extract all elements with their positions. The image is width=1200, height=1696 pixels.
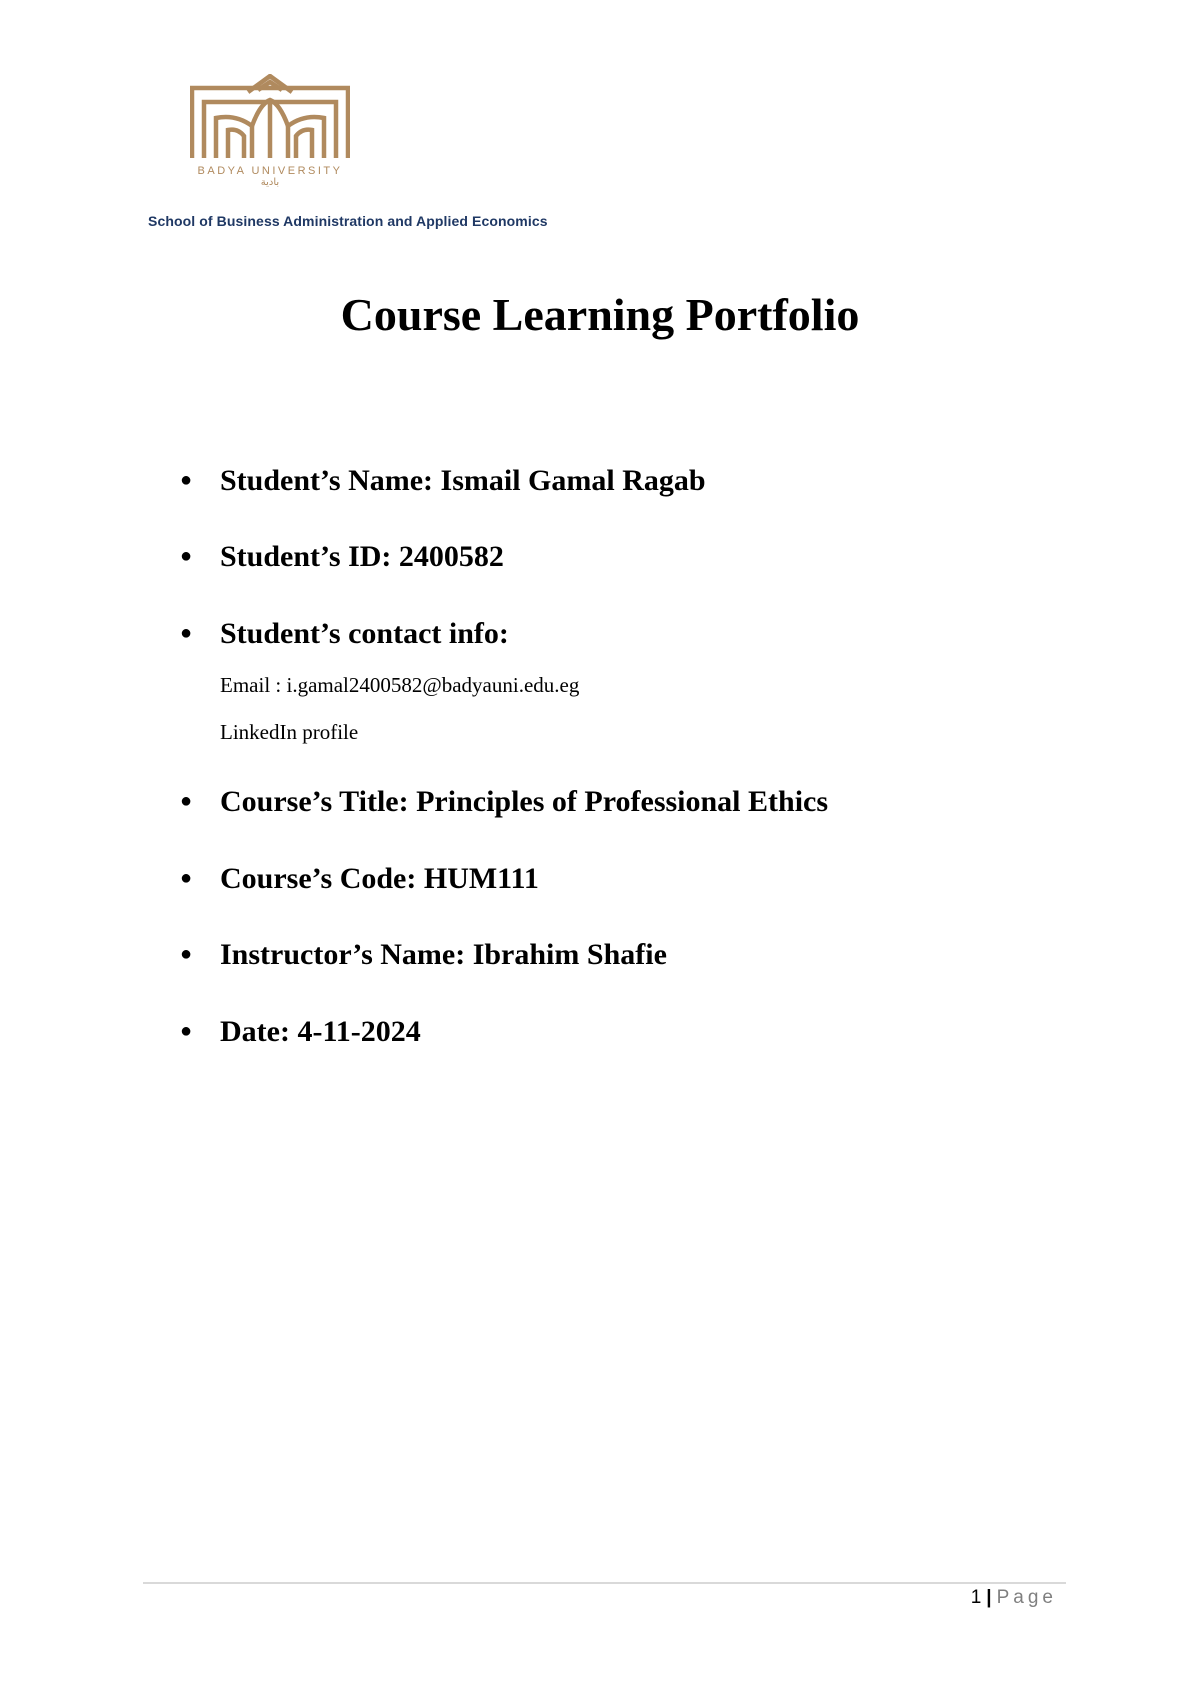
date: Date: 4-11-2024 xyxy=(220,1015,421,1048)
bullet-icon: ● xyxy=(180,544,193,567)
linkedin-profile-link[interactable]: LinkedIn profile xyxy=(220,720,359,744)
footer-divider xyxy=(143,1582,1066,1584)
student-contact-heading: Student’s contact info: xyxy=(220,617,509,650)
student-name: Student’s Name: Ismail Gamal Ragab xyxy=(220,464,706,497)
list-item xyxy=(180,464,706,498)
bullet-icon: ● xyxy=(180,1019,193,1042)
student-email: Email : i.gamal2400582@badyauni.edu.eg xyxy=(220,673,580,697)
page-number: 1 xyxy=(970,1587,982,1608)
list-item xyxy=(180,938,667,972)
logo-arabic-text: بادية xyxy=(260,177,280,188)
school-name: School of Business Administration and Applied Economics xyxy=(148,213,548,229)
page-title: Course Learning Portfolio xyxy=(340,289,860,340)
logo-name-text: BADYA UNIVERSITY xyxy=(197,165,343,177)
bullet-icon: ● xyxy=(180,621,193,644)
list-item xyxy=(180,785,828,819)
list-item xyxy=(180,862,539,896)
list-item xyxy=(180,1015,421,1049)
page-footer xyxy=(971,1587,1057,1609)
bullet-icon: ● xyxy=(180,468,193,491)
bullet-icon: ● xyxy=(180,789,193,812)
page-label: Page xyxy=(996,1587,1057,1608)
instructor-name: Instructor’s Name: Ibrahim Shafie xyxy=(220,938,667,971)
list-item xyxy=(180,540,504,574)
course-title: Course’s Title: Principles of Professional Ethics xyxy=(220,785,829,818)
university-logo xyxy=(190,74,350,192)
footer-separator: | xyxy=(986,1587,992,1608)
list-item xyxy=(180,617,509,651)
bullet-icon: ● xyxy=(180,866,193,889)
bullet-icon: ● xyxy=(180,942,193,965)
course-code: Course’s Code: HUM111 xyxy=(220,862,539,895)
student-id: Student’s ID: 2400582 xyxy=(220,540,504,573)
